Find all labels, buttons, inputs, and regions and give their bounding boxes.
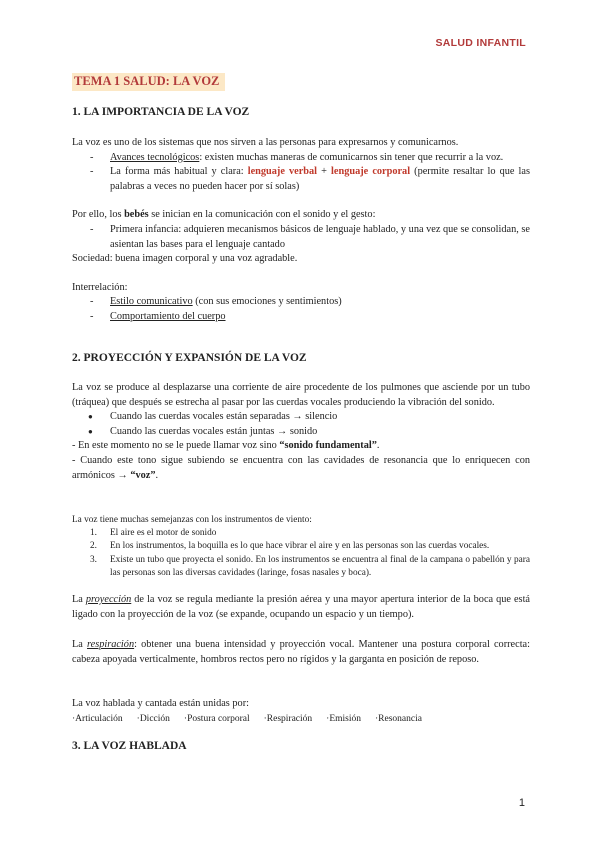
section-2-body (72, 381, 530, 483)
term: proyección (85, 594, 132, 605)
paragraph (72, 208, 530, 223)
projection-paragraph (72, 593, 530, 622)
term: respiración (87, 639, 135, 650)
bold-term: bebés (124, 209, 149, 221)
list-item (72, 554, 530, 580)
item-number: 3. (90, 554, 97, 565)
instruments-block (72, 514, 530, 580)
element-item: ·Emisión (326, 713, 361, 724)
page-number: 1 (518, 797, 525, 809)
element-item: ·Resonancia (375, 713, 422, 724)
section-1-body (72, 136, 530, 325)
text: (con sus emociones y sentimientos) (192, 296, 342, 308)
list-item: - Primera infancia: adquieren mecanismos básicos de lenguaje hablado, y una vez que se consolidan, se asientan las bases para el lenguaje cantado (72, 223, 530, 252)
text: La (72, 594, 86, 605)
text: La (72, 639, 87, 650)
paragraph: La voz hablada y cantada están unidas por: (72, 698, 249, 709)
united-paragraph (72, 697, 530, 726)
bold-term: “sonido fundamental” (279, 440, 377, 452)
paragraph (72, 439, 530, 454)
page-title: TEMA 1 SALUD: LA VOZ (72, 73, 225, 91)
element-item: ·Dicción (136, 713, 170, 724)
highlight: lenguaje verbal (247, 166, 318, 178)
list-item: ● Cuando las cuerdas vocales están juntas → sonido (72, 425, 530, 440)
highlight: lenguaje corporal (331, 166, 411, 178)
item-number: 1. (90, 528, 97, 539)
text: (permite resaltar lo que las palabras a veces no pueden hacer por sí solas) (110, 166, 530, 192)
text: - Cuando este tono sigue subiendo se encuentra con las cavidades de resonancia que lo enriquecen con armónicos → (72, 454, 530, 481)
bold-term: “voz” (130, 469, 156, 481)
running-header: SALUD INFANTIL (435, 37, 526, 49)
text: . (155, 469, 159, 481)
paragraph: Sociedad: buena imagen corporal y una voz agradable. (72, 253, 298, 265)
text: . (376, 440, 380, 452)
paragraph: La voz tiene muchas semejanzas con los instrumentos de viento: (72, 515, 312, 525)
list-item (72, 527, 530, 540)
section-2-heading: 2. PROYECCIÓN Y EXPANSIÓN DE LA VOZ (72, 352, 307, 364)
term: Estilo comunicativo (110, 296, 193, 308)
text: de la voz se regula mediante la presión aérea y una mayor apertura interior de la boca que está ligado con la proyección de la voz (se expande, ocupando un espacio y un tiempo). (72, 594, 530, 620)
item-text: Existe un tubo que proyecta el sonido. En los instrumentos se encuentra al final de la campana o pabellón y para las personas son las diversas cavidades (laringe, fosas nasales y boca). (110, 554, 530, 578)
paragraph: Interrelación: (72, 281, 128, 293)
text: + (317, 166, 332, 178)
element-item: ·Respiración (263, 713, 313, 724)
section-1-heading: 1. LA IMPORTANCIA DE LA VOZ (72, 106, 250, 118)
item-number: 2. (90, 541, 97, 552)
intro-paragraph: La voz es uno de los sistemas que nos sirven a las personas para expresarnos y comunicarnos. (72, 137, 459, 148)
text: : existen muchas maneras de comunicarnos sin tener que recurrir a la voz. (199, 151, 504, 163)
text: - En este momento no se le puede llamar voz sino (72, 440, 280, 452)
term: Avances tecnológicos (110, 151, 200, 163)
element-item: ·Articulación (72, 713, 123, 724)
list-item (72, 310, 530, 325)
section-3-heading: 3. LA VOZ HABLADA (72, 740, 187, 752)
list-item (72, 165, 530, 194)
text: se inician en la comunicación con el sonido y el gesto: (148, 209, 376, 221)
term: Comportamiento del cuerpo (110, 310, 226, 322)
item-text: El aire es el motor de sonido (110, 528, 217, 539)
list-item (72, 151, 530, 166)
paragraph (72, 454, 530, 483)
text: La forma más habitual y clara: (110, 166, 248, 178)
element-item: ·Postura corporal (183, 713, 250, 724)
list-item: ● Cuando las cuerdas vocales están separadas → silencio (72, 410, 530, 425)
text: : obtener una buena intensidad y proyección vocal. Mantener una postura corporal correcta: cabeza apoyada verticalmente, hombros rectos pero no rígidos y la garganta en posición de reposo. (72, 639, 530, 665)
text: Por ello, los (72, 209, 125, 221)
paragraph: La voz se produce al desplazarse una corriente de aire procedente de los pulmones que asciende por un tubo (tráquea) que después se estrecha al pasar por las cuerdas vocales produciendo la vibración del sonido. (72, 382, 530, 408)
elements-list (72, 712, 530, 727)
item-text: En los instrumentos, la boquilla es lo que hace vibrar el aire y en las personas son las cuerdas vocales. (110, 541, 490, 552)
list-item (72, 540, 530, 553)
breathing-paragraph (72, 638, 530, 667)
list-item (72, 295, 530, 310)
